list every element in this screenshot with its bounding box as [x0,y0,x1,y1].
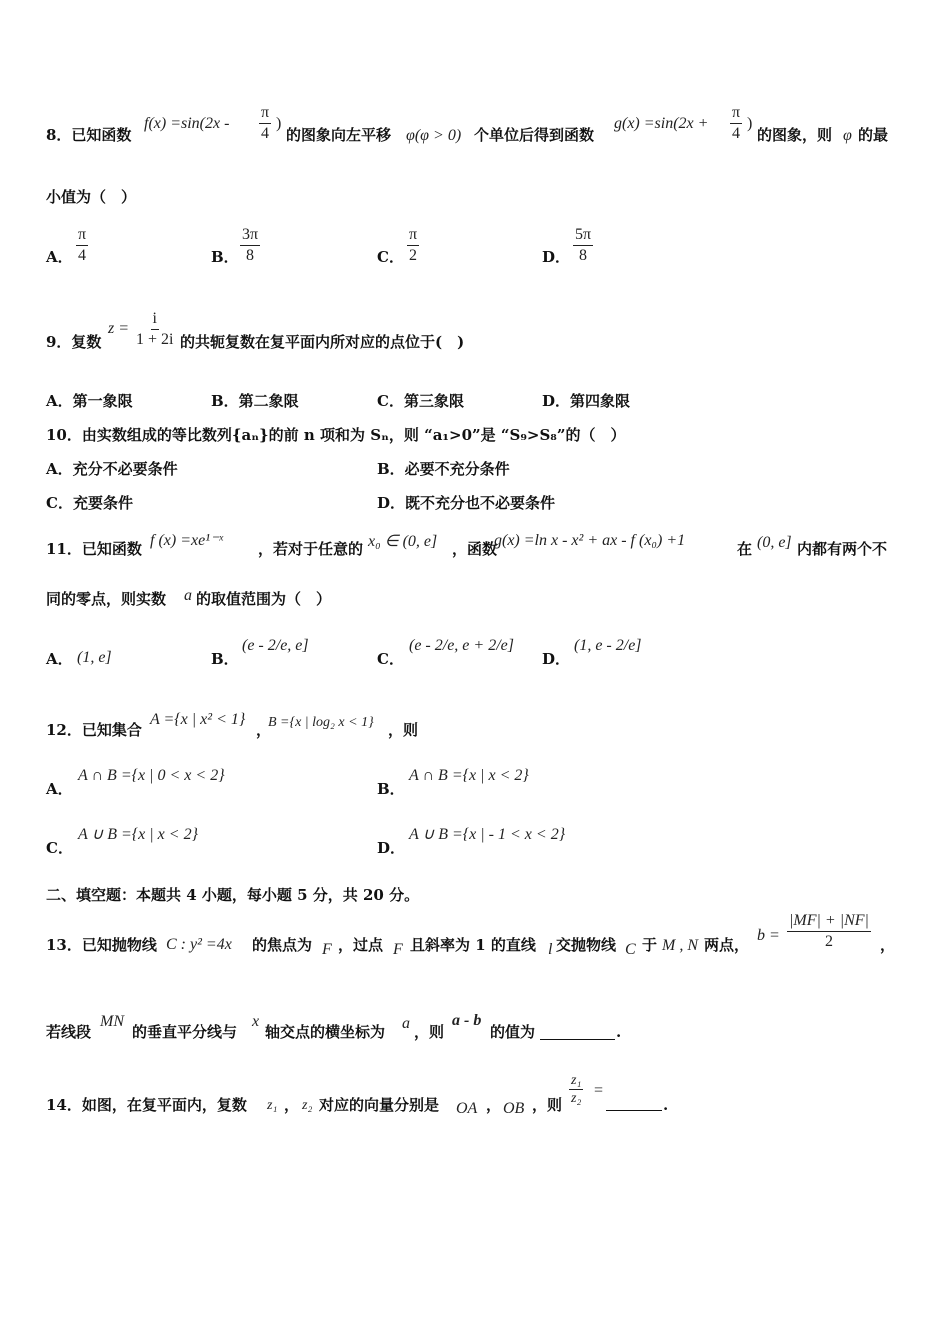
q8-text-shift: 的图象向左平移 [286,126,392,144]
q8-text-unit: 个单位后得到函数 [474,126,595,144]
q8-option-d-den: 8 [579,246,588,264]
q11-a: a [184,587,192,604]
q13-period: . [616,1023,622,1041]
q12-option-d-label: D． [377,839,406,857]
q13-C-expr: C : y² =4x [166,936,232,953]
q9-option-d: D．第四象限 [542,392,631,410]
q8-option-d-label: D． [542,248,571,266]
q14-sep: ， [284,1096,300,1114]
q8-f-frac-den: 4 [261,124,270,142]
q12-number: 12．已知集合 [46,721,142,739]
q11-text2: ，函数 [452,540,498,558]
q14-sep2: ， [486,1096,502,1114]
q13-t4: 交抛物线 [556,936,617,954]
q10-option-a: A．充分不必要条件 [46,460,178,478]
q11-number: 11．已知函数 [46,540,142,558]
q12-B-expr: B ={x | log₂ x < 1} [268,715,374,730]
q8-text-end: 的最 [858,126,889,144]
q9-frac-num: i [151,310,159,330]
q12-option-d-expr: A ∪ B ={x | - 1 < x < 2} [409,826,566,843]
q13-segment: MN [100,1013,124,1030]
q14-fraction [569,1073,583,1107]
q11-option-c-expr: (e - 2/e, e + 2/e] [409,637,514,654]
q8-option-c-label: C． [377,248,404,266]
q8-option-a-num: π [76,226,88,246]
q8-option-c-num: π [407,226,419,246]
q11-text4: 内都有两个不 [797,540,888,558]
q10-text: 10．由实数组成的等比数列{aₙ}的前 n 项和为 Sₙ，则 “a₁>0”是 “S₉>S₈”的（ ） [46,426,626,444]
q14-eq: = [594,1082,604,1099]
q13-b-fraction [787,912,871,950]
q8-f-frac-num: π [259,104,271,124]
q8-option-a-label: A． [46,248,73,266]
q12-option-c-expr: A ∪ B ={x | x < 2} [78,826,198,843]
q13-a: a [402,1015,410,1032]
q13-t6: 两点， [704,936,750,954]
q8-option-d-value [573,226,593,264]
q11-g-expr: g(x) =ln x - x² + ax - f (x₀) +1 [494,532,686,549]
q12-option-b-expr: A ∩ B ={x | x < 2} [409,767,529,784]
q8-g-close: ) [747,115,753,132]
q9-option-c: C．第三象限 [377,392,464,410]
q8-line2: 小值为（ ） [46,188,137,206]
q14-z1: z₁ [267,1098,278,1113]
q13-line2-e: 的值为 [490,1023,536,1041]
q9-fraction [134,310,175,348]
q14-t1: 对应的向量分别是 [319,1096,440,1114]
q8-option-a-den: 4 [78,246,87,264]
q11-option-b-expr: (e - 2/e, e] [242,637,309,654]
q12-A-expr: A ={x | x² < 1} [150,711,246,728]
q14-t2: ，则 [532,1096,563,1114]
q9-number: 9．复数 [46,333,102,351]
q11-option-d-label: D． [542,650,571,668]
q13-answer-blank[interactable] [540,1039,615,1040]
q13-number: 13．已知抛物线 [46,936,157,954]
q9-option-b: B．第二象限 [211,392,299,410]
q11-text1: ，若对于任意的 [258,540,364,558]
q13-line2-d: ，则 [414,1023,445,1041]
q8-option-c-den: 2 [409,246,418,264]
q12-option-b-label: B． [377,780,405,798]
q14-OA: OA [456,1100,478,1117]
q10-option-b: B．必要不充分条件 [377,460,510,478]
q13-line2-a: 若线段 [46,1023,92,1041]
q8-g-expr: g(x) =sin(2x + [614,115,709,132]
q11-x0-expr: x₀ ∈ (0, e] [368,533,438,550]
q8-option-b-value [240,226,260,264]
q13-t7: ， [880,936,896,954]
q13-b-num: |MF| + |NF| [787,912,871,932]
q13-t3: 且斜率为 1 的直线 [410,936,536,954]
q8-phi-expr: φ(φ > 0) [406,127,462,144]
q8-number: 8．已知函数 [46,126,132,144]
q10-option-d: D．既不充分也不必要条件 [377,494,556,512]
q13-line2-c: 轴交点的横坐标为 [265,1023,386,1041]
q8-g-frac-den: 4 [732,124,741,142]
q12-then: ，则 [388,721,419,739]
q11-line2-a: 同的零点，则实数 [46,590,167,608]
q8-f-expr: f(x) =sin(2x - [144,115,230,132]
q9-option-a: A．第一象限 [46,392,133,410]
q11-line2-b: 的取值范围为（ ） [196,590,332,608]
q11-option-a-label: A． [46,650,73,668]
q8-f-fraction [259,104,271,142]
section2-heading: 二、填空题：本题共 4 小题，每小题 5 分，共 20 分。 [46,886,420,904]
q11-option-b-label: B． [211,650,239,668]
q8-option-c-value [407,226,419,264]
q11-f-expr: f (x) =xe¹⁻ˣ [150,532,223,549]
q14-period: . [663,1096,669,1114]
q8-f-close: ) [276,115,282,132]
q13-C: C [625,941,636,958]
q8-option-d-num: 5π [573,226,593,246]
q13-b-den: 2 [824,932,833,950]
q11-option-d-expr: (1, e - 2/e] [574,637,642,654]
q13-F-1: F [322,941,332,958]
q13-F-2: F [393,941,403,958]
q8-g-frac-num: π [730,104,742,124]
q12-option-a-label: A． [46,780,73,798]
q13-b-lhs: b = [757,927,780,944]
q12-comma: ， [256,721,272,739]
q11-option-c-label: C． [377,650,404,668]
q10-option-c: C．充要条件 [46,494,133,512]
q8-option-b-label: B． [211,248,239,266]
q13-line2-b: 的垂直平分线与 [132,1023,238,1041]
q14-answer-blank[interactable] [606,1110,662,1111]
q8-option-b-den: 8 [246,246,255,264]
q13-t5: 于 [642,936,658,954]
q8-phi: φ [843,127,852,144]
q11-text3: 在 [737,540,753,558]
q12-option-a-expr: A ∩ B ={x | 0 < x < 2} [78,767,225,784]
q9-text: 的共轭复数在复平面内所对应的点位于( ) [180,333,465,351]
q8-option-a-value [76,226,88,264]
q13-x: x [252,1013,260,1030]
q14-OB: OB [503,1100,525,1117]
q14-frac-num: z₁ [569,1073,583,1090]
q9-frac-den: 1 + 2i [136,330,174,348]
q8-text-graph: 的图象，则 [757,126,833,144]
q14-number: 14．如图，在复平面内，复数 [46,1096,247,1114]
q11-interval: (0, e] [757,534,792,551]
q14-frac-den: z₂ [571,1091,582,1107]
q13-l: l [548,941,553,958]
q13-t2: ，过点 [338,936,384,954]
q13-MN: M , N [662,937,698,954]
q12-option-c-label: C． [46,839,73,857]
q8-g-fraction [730,104,742,142]
q8-option-b-num: 3π [240,226,260,246]
q11-option-a-expr: (1, e] [77,649,112,666]
q9-z-expr: z = [108,320,130,337]
q14-z2: z₂ [302,1098,313,1113]
q13-amb: a - b [452,1012,482,1029]
q13-t1: 的焦点为 [252,936,313,954]
